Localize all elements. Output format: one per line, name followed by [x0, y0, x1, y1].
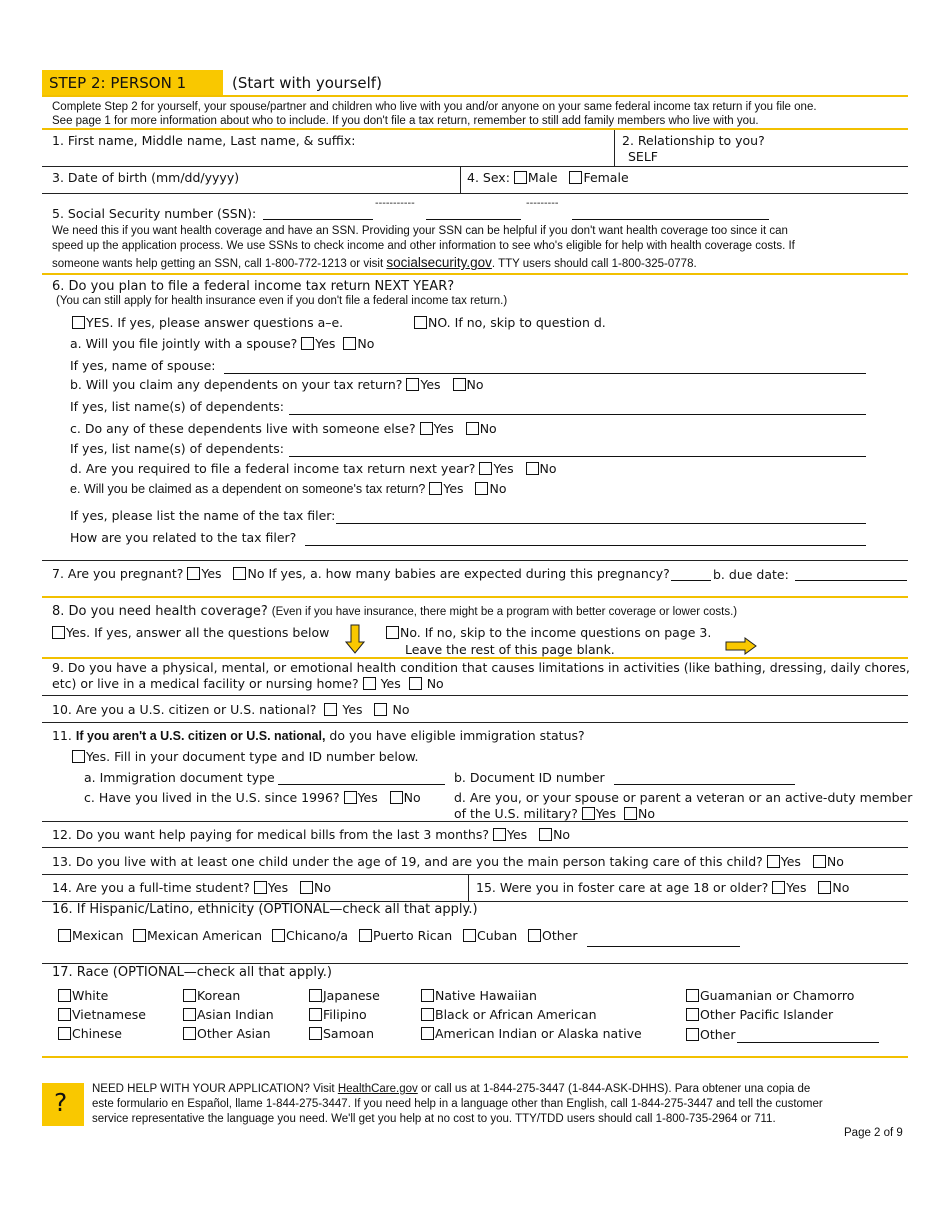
puerto-rican-checkbox[interactable] [359, 929, 372, 942]
q8-no-checkbox[interactable] [386, 626, 399, 639]
q15: 15. Were you in foster care at age 18 or older? Yes No [476, 880, 850, 895]
race-other: Other [686, 1027, 736, 1042]
race-chinese: Chinese [58, 1026, 122, 1041]
race-japanese: Japanese [309, 988, 380, 1003]
q6e: e. Will you be claimed as a dependent on someone's tax return? Yes No [70, 481, 507, 496]
q6b: b. Will you claim any dependents on your tax return? Yes No [70, 377, 484, 392]
q6-yes-checkbox[interactable] [72, 316, 85, 329]
q16-label: 16. If Hispanic/Latino, ethnicity (OPTIONAL—check all that apply.) [52, 902, 478, 917]
q6d-yes-checkbox[interactable] [479, 462, 492, 475]
samoan-checkbox[interactable] [309, 1027, 322, 1040]
q5-text-2: speed up the application process. We use SSNs to check income and other information to see who's eligible for help with health coverage costs. If [52, 240, 795, 252]
divider [42, 963, 908, 964]
race-other-asian: Other Asian [183, 1026, 271, 1041]
q6a-no-checkbox[interactable] [343, 337, 356, 350]
race-native-hawaiian: Native Hawaiian [421, 988, 537, 1003]
q12: 12. Do you want help paying for medical bills from the last 3 months? Yes No [52, 827, 571, 842]
white-checkbox[interactable] [58, 989, 71, 1002]
q8-no-option: No. If no, skip to the income questions on page 3. [386, 625, 711, 640]
q15-no-checkbox[interactable] [818, 881, 831, 894]
q12-no-checkbox[interactable] [539, 828, 552, 841]
footer-line-3: service representative the language you need. We'll get you help at no cost to you. TTY/TDD users should call 1-800-735-2964 or 711. [92, 1113, 776, 1125]
divider [42, 657, 908, 659]
q11d-line-2: of the U.S. military? Yes No [454, 806, 655, 821]
divider [42, 95, 908, 97]
q14: 14. Are you a full-time student? Yes No [52, 880, 332, 895]
q6e-no-checkbox[interactable] [475, 482, 488, 495]
q6a-yes-checkbox[interactable] [301, 337, 314, 350]
tax-filer-relation-label: How are you related to the tax filer? [70, 530, 297, 545]
ethnicity-other: Other [528, 928, 578, 943]
q5-label: 5. Social Security number (SSN): [52, 206, 257, 221]
other-asian-checkbox[interactable] [183, 1027, 196, 1040]
document-id-field[interactable] [614, 784, 795, 785]
chinese-checkbox[interactable] [58, 1027, 71, 1040]
q6d-no-checkbox[interactable] [526, 462, 539, 475]
q11c: c. Have you lived in the U.S. since 1996? Yes No [84, 790, 421, 805]
socialsecurity-link[interactable]: socialsecurity.gov [386, 255, 492, 270]
q6a: a. Will you file jointly with a spouse? Yes No [70, 336, 375, 351]
ethnicity-chicano: Chicano/a [272, 928, 348, 943]
q6d: d. Are you required to file a federal income tax return next year? Yes No [70, 461, 557, 476]
asian-indian-checkbox[interactable] [183, 1008, 196, 1021]
q11-yes-checkbox[interactable] [72, 750, 85, 763]
q8-yes-option: Yes. If yes, answer all the questions below [52, 625, 329, 640]
q6b-no-checkbox[interactable] [453, 378, 466, 391]
q12-yes-checkbox[interactable] [493, 828, 506, 841]
dependents-field[interactable] [289, 414, 866, 415]
q13-no-checkbox[interactable] [813, 855, 826, 868]
q15-yes-checkbox[interactable] [772, 881, 785, 894]
q8-yes-checkbox[interactable] [52, 626, 65, 639]
divider [42, 722, 908, 723]
ssn-field-3[interactable] [572, 219, 769, 220]
q1-label: 1. First name, Middle name, Last name, & suffix: [52, 133, 356, 148]
filipino-checkbox[interactable] [309, 1008, 322, 1021]
divider [460, 166, 461, 193]
q5-text-1: We need this if you want health coverage and have an SSN. Providing your SSN can be helpful if you don't want health coverage too since it can [52, 225, 788, 237]
q9-line-1: 9. Do you have a physical, mental, or emotional health condition that causes limitations in activities (like bathing, dressing, daily chores, [52, 660, 910, 675]
ssn-field-1[interactable] [263, 219, 373, 220]
help-icon: ? [54, 1088, 68, 1117]
japanese-checkbox[interactable] [309, 989, 322, 1002]
q7-no-checkbox[interactable] [233, 567, 246, 580]
q11c-yes-checkbox[interactable] [344, 791, 357, 804]
female-checkbox[interactable] [569, 171, 582, 184]
q10-no-checkbox[interactable] [374, 703, 387, 716]
footer-line-2: este formulario en Español, llame 1-844-275-3447. If you need help in a language other than English, call 1-844-275-3447 and tell the customer [92, 1098, 823, 1110]
american-indian-checkbox[interactable] [421, 1027, 434, 1040]
q9-yes-checkbox[interactable] [363, 677, 376, 690]
step-subtitle: (Start with yourself) [232, 74, 382, 92]
race-black: Black or African American [421, 1007, 597, 1022]
mexican-american-checkbox[interactable] [133, 929, 146, 942]
ethnicity-other-field[interactable] [587, 946, 740, 947]
native-hawaiian-checkbox[interactable] [421, 989, 434, 1002]
q17-label: 17. Race (OPTIONAL—check all that apply.) [52, 965, 332, 980]
korean-checkbox[interactable] [183, 989, 196, 1002]
q6-yes-option: YES. If yes, please answer questions a–e. [72, 315, 343, 330]
footer-line-1: NEED HELP WITH YOUR APPLICATION? Visit HealthCare.gov or call us at 1-844-275-3447 (1-844-ASK-DHHS). Para obtener una copia de [92, 1083, 811, 1095]
ethnicity-mexican-american: Mexican American [133, 928, 262, 943]
due-date-field[interactable] [795, 580, 907, 581]
race-asian-indian: Asian Indian [183, 1007, 274, 1022]
q2-label: 2. Relationship to you? [622, 133, 765, 148]
q11d-no-checkbox[interactable] [624, 807, 637, 820]
mexican-checkbox[interactable] [58, 929, 71, 942]
due-date-label: b. due date: [713, 567, 789, 582]
q2-value: SELF [628, 149, 658, 164]
q3-label: 3. Date of birth (mm/dd/yyyy) [52, 170, 240, 185]
male-label: Male [527, 170, 558, 185]
ssn-dash: --------- [526, 198, 559, 209]
q6-no-checkbox[interactable] [414, 316, 427, 329]
race-white: White [58, 988, 108, 1003]
q6c: c. Do any of these dependents live with someone else? Yes No [70, 421, 497, 436]
q4-label: 4. Sex: [467, 170, 510, 185]
q10: 10. Are you a U.S. citizen or U.S. national? Yes No [52, 702, 410, 717]
q11d-line-1: d. Are you, or your spouse or parent a veteran or an active-duty member [454, 790, 913, 805]
immigration-doc-type-field[interactable] [278, 784, 445, 785]
divider [42, 1056, 908, 1058]
dependents-label: If yes, list name(s) of dependents: [70, 399, 284, 414]
cuban-checkbox[interactable] [463, 929, 476, 942]
healthcare-link[interactable]: HealthCare.gov [337, 1083, 418, 1095]
other-pacific-islander-checkbox[interactable] [686, 1008, 699, 1021]
q11-yes-option: Yes. Fill in your document type and ID number below. [72, 749, 419, 764]
q9-line-2: etc) or live in a medical facility or nursing home? Yes No [52, 676, 444, 691]
divider [42, 193, 908, 194]
arrow-down-icon [345, 624, 365, 654]
race-vietnamese: Vietnamese [58, 1007, 146, 1022]
female-label: Female [583, 170, 629, 185]
q8-heading: 8. Do you need health coverage? (Even if you have insurance, there might be a program with better coverage or lower costs.) [52, 604, 738, 619]
race-samoan: Samoan [309, 1026, 374, 1041]
divider [42, 560, 908, 561]
race-guamanian: Guamanian or Chamorro [686, 988, 854, 1003]
q11d-yes-checkbox[interactable] [582, 807, 595, 820]
race-other-pacific: Other Pacific Islander [686, 1007, 833, 1022]
q8-no-note: Leave the rest of this page blank. [405, 642, 615, 657]
q11b-label: b. Document ID number [454, 770, 605, 785]
black-african-american-checkbox[interactable] [421, 1008, 434, 1021]
q7-yes-checkbox[interactable] [187, 567, 200, 580]
q6c-no-checkbox[interactable] [466, 422, 479, 435]
divider [42, 695, 908, 696]
divider [42, 596, 908, 598]
tax-filer-relation-field[interactable] [305, 545, 866, 546]
spouse-label: If yes, name of spouse: [70, 358, 216, 373]
dependents2-field[interactable] [289, 456, 866, 457]
q6b-yes-checkbox[interactable] [406, 378, 419, 391]
q11-heading: 11. If you aren't a U.S. citizen or U.S. national, do you have eligible immigration status? [52, 728, 585, 743]
ethnicity-mexican: Mexican [58, 928, 124, 943]
race-filipino: Filipino [309, 1007, 367, 1022]
q11a-label: a. Immigration document type [84, 770, 275, 785]
chicano-checkbox[interactable] [272, 929, 285, 942]
divider [468, 874, 469, 901]
divider [42, 847, 908, 848]
divider [42, 874, 908, 875]
q11c-no-checkbox[interactable] [390, 791, 403, 804]
q6c-yes-checkbox[interactable] [420, 422, 433, 435]
ethnicity-puerto-rican: Puerto Rican [359, 928, 452, 943]
race-american-indian: American Indian or Alaska native [421, 1026, 642, 1041]
arrow-right-icon [725, 637, 757, 655]
race-other-checkbox[interactable] [686, 1028, 699, 1041]
divider [42, 128, 908, 130]
q13-yes-checkbox[interactable] [767, 855, 780, 868]
q5-text-3: someone wants help getting an SSN, call 1-800-772-1213 or visit socialsecurity.gov. TTY users should call 1-800-325-0778. [52, 255, 697, 270]
page-number: Page 2 of 9 [844, 1127, 903, 1139]
spouse-name-field[interactable] [224, 373, 866, 374]
q14-no-checkbox[interactable] [300, 881, 313, 894]
intro-line-2: See page 1 for more information about who to include. If you don't file a tax return, remember to still add family members who live with you. [52, 115, 759, 127]
q6-no-option: NO. If no, skip to question d. [414, 315, 606, 330]
ssn-field-2[interactable] [426, 219, 521, 220]
divider [42, 821, 908, 822]
vietnamese-checkbox[interactable] [58, 1008, 71, 1021]
race-other-field[interactable] [737, 1042, 879, 1043]
q10-yes-checkbox[interactable] [324, 703, 337, 716]
q7: 7. Are you pregnant? Yes No If yes, a. how many babies are expected during this pregnancy? [52, 566, 670, 581]
dependents2-label: If yes, list name(s) of dependents: [70, 441, 284, 456]
tax-filer-label: If yes, please list the name of the tax filer: [70, 508, 336, 523]
ethnicity-cuban: Cuban [463, 928, 517, 943]
step-title: STEP 2: PERSON 1 [49, 74, 187, 92]
q6-note: (You can still apply for health insurance even if you don't file a federal income tax return.) [56, 295, 508, 307]
divider [614, 130, 615, 166]
q6e-yes-checkbox[interactable] [429, 482, 442, 495]
babies-expected-field[interactable] [671, 580, 711, 581]
q9-no-checkbox[interactable] [409, 677, 422, 690]
ssn-dash: ----------- [375, 198, 415, 209]
divider [42, 166, 908, 167]
q14-yes-checkbox[interactable] [254, 881, 267, 894]
q13: 13. Do you live with at least one child under the age of 19, and are you the main person taking care of this child? Yes No [52, 854, 844, 869]
ethnicity-other-checkbox[interactable] [528, 929, 541, 942]
guamanian-checkbox[interactable] [686, 989, 699, 1002]
race-korean: Korean [183, 988, 240, 1003]
q6-label: 6. Do you plan to file a federal income tax return NEXT YEAR? [52, 279, 455, 294]
intro-line-1: Complete Step 2 for yourself, your spouse/partner and children who live with you and/or anyone on your same federal income tax return if you file one. [52, 101, 817, 113]
q4-group [467, 170, 629, 185]
divider [42, 273, 908, 275]
male-checkbox[interactable] [514, 171, 527, 184]
tax-filer-field[interactable] [336, 523, 866, 524]
